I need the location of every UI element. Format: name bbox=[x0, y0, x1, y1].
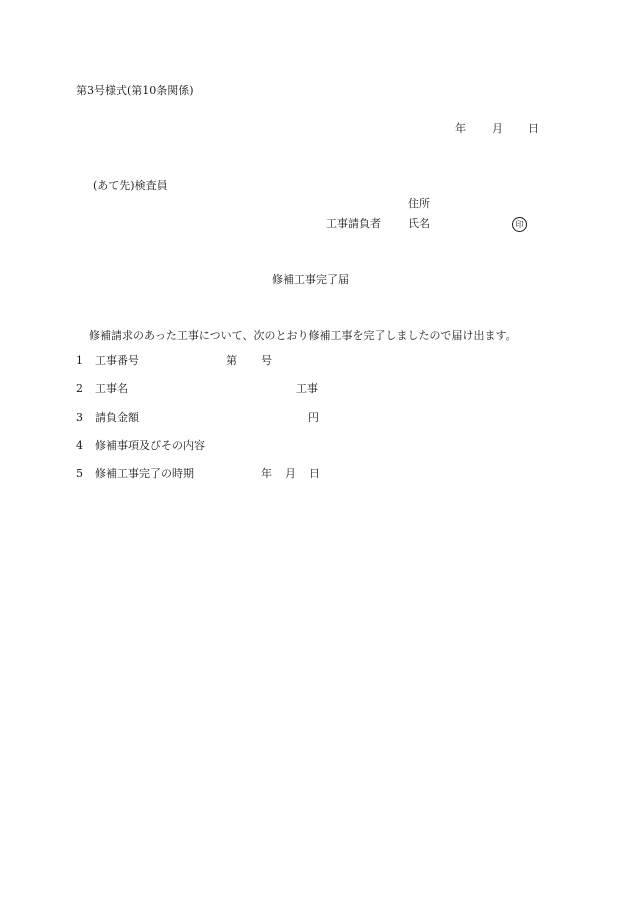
name-label: 氏名 bbox=[408, 217, 430, 230]
body-text: 修補請求のあった工事について、次のとおり修補工事を完了しましたので届け出ます。 bbox=[89, 329, 517, 342]
item-number: 4 bbox=[76, 439, 83, 452]
item-year: 年 bbox=[261, 467, 272, 480]
date-year: 年 bbox=[455, 122, 466, 135]
item-label: 請負金額 bbox=[95, 411, 139, 424]
date-month: 月 bbox=[492, 122, 503, 135]
seal-icon: 印 bbox=[512, 217, 527, 232]
item-month: 月 bbox=[285, 467, 296, 480]
item-number: 5 bbox=[76, 467, 83, 480]
item-label: 工事番号 bbox=[95, 354, 139, 367]
date-day: 日 bbox=[528, 122, 539, 135]
item-suffix: 円 bbox=[308, 411, 319, 424]
item-day: 日 bbox=[309, 467, 320, 480]
item-suffix: 工事 bbox=[296, 382, 318, 395]
form-number: 第3号様式(第10条関係) bbox=[76, 84, 194, 97]
document-title: 修補工事完了届 bbox=[272, 273, 349, 286]
item-suffix-dai: 第 bbox=[226, 354, 237, 367]
contractor-role-label: 工事請負者 bbox=[326, 217, 381, 230]
item-label: 修補工事完了の時期 bbox=[95, 467, 194, 480]
address-label: 住所 bbox=[408, 197, 430, 210]
item-number: 2 bbox=[76, 382, 83, 395]
item-label: 修補事項及びその内容 bbox=[95, 439, 205, 452]
item-number: 3 bbox=[76, 411, 83, 424]
item-suffix-go: 号 bbox=[261, 354, 272, 367]
addressee: (あて先)検査員 bbox=[93, 179, 168, 192]
item-number: 1 bbox=[76, 354, 83, 367]
item-label: 工事名 bbox=[95, 382, 128, 395]
